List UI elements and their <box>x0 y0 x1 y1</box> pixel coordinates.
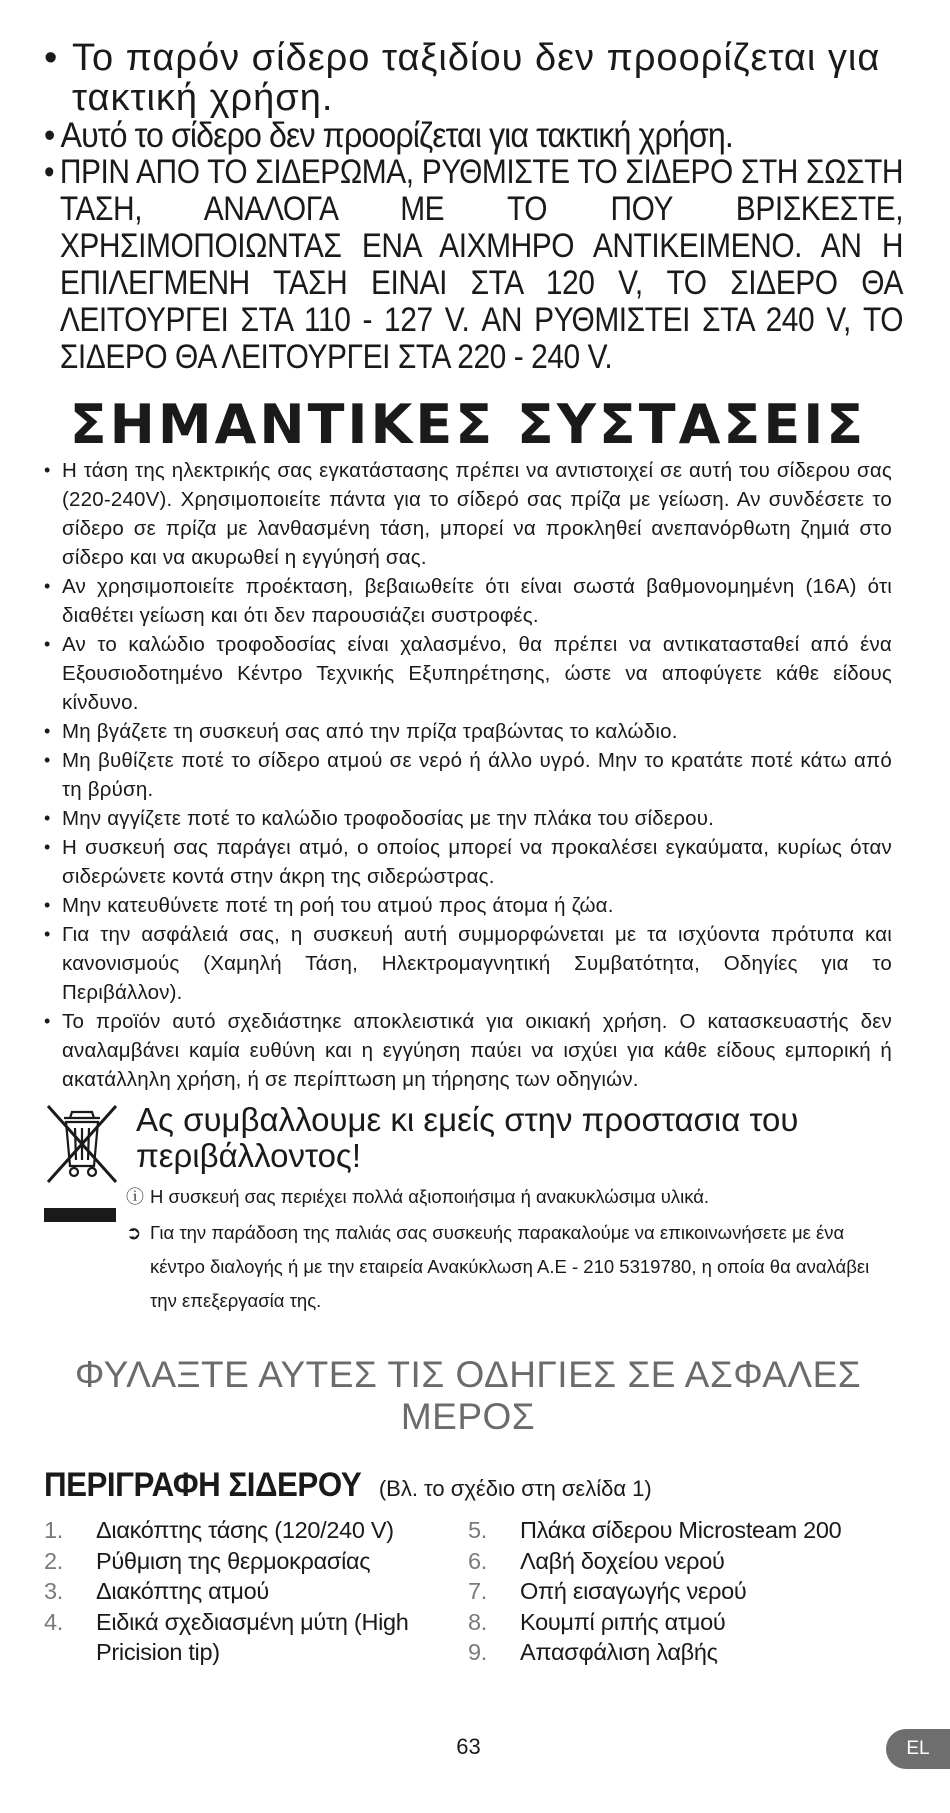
item-number: 9. <box>468 1639 487 1665</box>
description-title: ΠΕΡΙΓΡΑΦΗ ΣΙΔΕΡΟΥ <box>44 1466 362 1504</box>
item-number: 8. <box>468 1608 487 1635</box>
iron-description-section <box>44 1466 892 1668</box>
item-number: 4. <box>44 1608 63 1635</box>
description-header <box>44 1466 892 1505</box>
environment-section <box>44 1101 892 1311</box>
warning-voltage-setting: • ΠΡΙΝ ΑΠΟ ΤΟ ΣΙΔΕΡΩΜΑ, ΡΥΘΜΙΣΤΕ ΤΟ ΣΙΔΕΡΟ ΣΤΗ ΣΩΣΤΗ ΤΑΣΗ, ΑΝΑΛΟΓΑ ΜΕ ΤΟ ΠΟΥ ΒΡΙΣΚΕΣΤΕ, ΧΡΗΣΙΜΟΠΟΙΩΝΤΑΣ ΕΝΑ ΑΙΧΜΗΡΟ ΑΝΤΙΚΕΙΜΕΝΟ. ΑΝ Η ΕΠΙΛΕΓΜΕΝΗ ΤΑΣΗ ΕΙΝΑΙ ΣΤΑ 120 V, ΤΟ ΣΙΔΕΡΟ ΘΑ ΛΕΙΤΟΥΡΓΕΙ ΣΤΑ 110 - 127 V. ΑΝ ΡΥΘΜΙΣΤΕΙ ΣΤΑ 240 V, ΤΟ ΣΙΔΕΡΟ ΘΑ ΛΕΙΤΟΥΡΓΕΙ ΣΤΑ 220 - 240 V. <box>44 154 903 376</box>
list-item: • Αν χρησιμοποιείτε προέκταση, βεβαιωθείτε ότι είναι σωστά βαθμονομημένη (16A) ότι διαθέτει γείωση και ότι δεν παρουσιάζει συστροφές. <box>44 572 892 630</box>
description-note: (Βλ. το σχέδιο στη σελίδα 1) <box>378 1476 652 1501</box>
divider-bar <box>44 1208 116 1222</box>
list-item: • Για την ασφάλειά σας, η συσκευή αυτή συμμορφώνεται με τα ισχύοντα πρότυπα και κανονισμούς (Χαμηλή Τάση, Ηλεκτρομαγνητική Συμβατότητα, Οδηγίες για το Περιβάλλον). <box>44 920 892 1007</box>
parts-column-left <box>44 1515 468 1668</box>
list-item: • Η συσκευή σας παράγει ατμό, ο οποίος μπορεί να προκαλέσει εγκαύματα, κυρίως όταν σιδερώνετε κοντά στην άκρη της σιδερώστρας. <box>44 833 892 891</box>
list-item <box>44 1607 468 1668</box>
language-tab: EL <box>886 1729 950 1769</box>
list-item <box>44 1546 468 1577</box>
list-item <box>44 1576 468 1607</box>
item-number: 2. <box>44 1547 63 1574</box>
item-label: Διακόπτης τάσης (120/240 V) <box>96 1517 394 1543</box>
item-label: Οπή εισαγωγής νερού <box>520 1578 747 1604</box>
crossed-bin-icon <box>44 1102 120 1186</box>
recyclable-info-text: Η συσκευή σας περιέχει πολλά αξιοποιήσιμα ή ανακυκλώσιμα υλικά. <box>150 1186 710 1207</box>
item-number: 7. <box>468 1578 487 1604</box>
item-number: 5. <box>468 1517 487 1543</box>
keep-instructions-notice: ΦΥΛΑΞΤΕ ΑΥΤΕΣ ΤΙΣ ΟΔΗΓΙΕΣ ΣΕ ΑΣΦΑΛΕΣ ΜΕΡΟΣ <box>74 1354 862 1437</box>
parts-list <box>44 1515 892 1668</box>
important-recommendations-list <box>44 456 892 1094</box>
list-item <box>44 1515 468 1546</box>
list-item: • Μην αγγίζετε ποτέ το καλώδιο τροφοδοσίας με την πλάκα του σίδερου. <box>44 804 892 833</box>
list-item: • Μην κατευθύνετε ποτέ τη ροή του ατμού προς άτομα ή ζώα. <box>44 891 892 920</box>
warning-travel-iron: • Το παρόν σίδερο ταξιδίου δεν προορίζεται για τακτική χρήση. <box>44 38 892 118</box>
disposal-text: Για την παράδοση της παλιάς σας συσκευής παρακαλούμε να επικοινωνήσετε με ένα κέντρο διαλογής ή με την εταιρεία Ανακύκλωση Α.Ε - 210 5319780, η οποία θα αναλάβει την επεξεργασία της. <box>150 1222 870 1311</box>
manual-page <box>44 37 904 1668</box>
list-item <box>468 1546 892 1577</box>
item-label: Κουμπί ριπής ατμού <box>520 1608 726 1635</box>
list-item <box>468 1515 892 1546</box>
important-recommendations-title: ΣΗΜΑΝΤΙΚΕΣ ΣΥΣΤΑΣΕΙΣ <box>69 393 867 456</box>
item-label: Ρύθμιση της θερμοκρασίας <box>96 1547 371 1574</box>
item-label: Διακόπτης ατμού <box>96 1578 269 1604</box>
item-number: 3. <box>44 1578 63 1604</box>
info-icon: ⓘ <box>126 1187 144 1207</box>
arrow-icon: ➲ <box>126 1222 142 1243</box>
warning-not-regular-use: • Αυτό το σίδερο δεν προορίζεται για τακτική χρήση. <box>44 118 903 154</box>
disposal-instructions <box>126 1216 896 1318</box>
item-number: 1. <box>44 1517 63 1543</box>
list-item: • Το προϊόν αυτό σχεδιάστηκε αποκλειστικά για οικιακή χρήση. Ο κατασκευαστής δεν αναλαμβάνει καμία ευθύνη και η εγγύηση παύει να ισχύει για κάθε είδους εμπορική ή ακατάλληλη χρήση, ή σε περίπτωση μη τήρησης των οδηγιών. <box>44 1007 892 1094</box>
list-item: • Αν το καλώδιο τροφοδοσίας είναι χαλασμένο, θα πρέπει να αντικατασταθεί από ένα Εξουσιοδοτημένο Κέντρο Τεχνικής Εξυπηρέτησης, ώστε να αποφύγετε κάθε είδους κίνδυνο. <box>44 630 892 717</box>
list-item: • Μη βυθίζετε ποτέ το σίδερο ατμού σε νερό ή άλλο υγρό. Μην το κρατάτε ποτέ κάτω από τη βρύση. <box>44 746 892 804</box>
item-label: Απασφάλιση λαβής <box>520 1639 718 1665</box>
item-number: 6. <box>468 1547 487 1574</box>
environment-title: Ας συμβαλλουμε κι εμείς στην προστασια του περιβάλλοντος! <box>136 1101 799 1174</box>
list-item <box>468 1637 892 1668</box>
item-label: Λαβή δοχείου νερού <box>520 1547 725 1574</box>
item-label: Πλάκα σίδερου Microsteam 200 <box>520 1517 842 1543</box>
recyclable-info <box>126 1184 709 1210</box>
page-number: 63 <box>456 1734 481 1759</box>
top-warnings <box>44 37 904 376</box>
list-item: • Η τάση της ηλεκτρικής σας εγκατάστασης πρέπει να αντιστοιχεί σε αυτή του σίδερου σας (220-240V). Χρησιμοποιείτε πάντα για το σίδερό σας πρίζα με γείωση. Αν συνδέσετε το σίδερο σε πρίζα με λανθασμένη τάση, μπορεί να προκληθεί ανεπανόρθωτη ζημιά στο σίδερο και να ακυρωθεί η εγγύησή σας. <box>44 456 892 572</box>
parts-column-right <box>468 1515 892 1668</box>
item-label: Ειδικά σχεδιασμένη μύτη (High Pricision tip) <box>96 1608 409 1665</box>
list-item <box>468 1607 892 1638</box>
list-item: • Μη βγάζετε τη συσκευή σας από την πρίζα τραβώντας το καλώδιο. <box>44 717 892 746</box>
list-item <box>468 1576 892 1607</box>
